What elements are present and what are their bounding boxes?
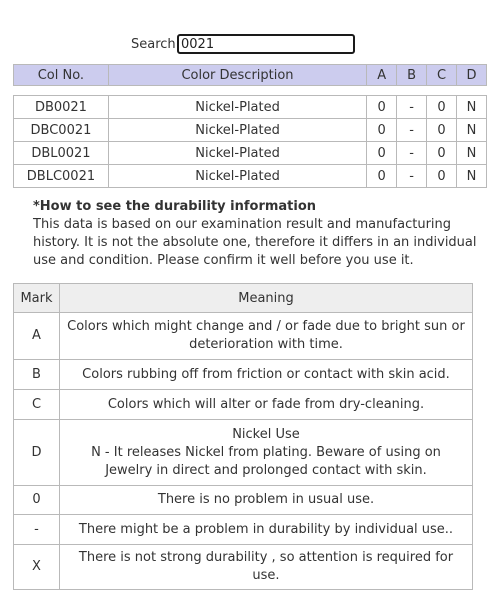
durability-d-header: D [457, 65, 487, 86]
legend-mark: D [14, 420, 60, 486]
legend-table [13, 283, 473, 590]
color-description-cell: Nickel-Plated [108, 142, 366, 165]
col-no-cell[interactable]: DBC0021 [14, 119, 109, 142]
legend-row [14, 545, 473, 590]
results-table [13, 95, 487, 188]
color-description-header: Color Description [108, 65, 366, 86]
legend-row [14, 420, 473, 486]
col-no-header: Col No. [14, 65, 109, 86]
legend-row [14, 515, 473, 545]
legend-meaning: N - It releases Nickel from plating. Beware of using on Jewelry in direct and prolonged contact with skin. [91, 444, 441, 478]
durability-a-cell: 0 [367, 96, 397, 119]
durability-c-cell: 0 [427, 119, 457, 142]
legend-meaning: Colors which might change and / or fade due to bright sun or deterioration with time. [60, 313, 473, 360]
col-no-cell[interactable]: DB0021 [14, 96, 109, 119]
durability-a-header: A [367, 65, 397, 86]
results-header-row [14, 65, 487, 86]
table-row [14, 142, 487, 165]
search-label: Search [131, 37, 176, 52]
legend-meaning-title: Nickel Use [232, 426, 300, 442]
legend-row [14, 486, 473, 515]
table-row [14, 165, 487, 188]
col-no-cell[interactable]: DBL0021 [14, 142, 109, 165]
legend-meaning: There might be a problem in durability by individual use.. [60, 515, 473, 545]
durability-d-cell: N [457, 119, 487, 142]
durability-a-cell: 0 [367, 165, 397, 188]
durability-a-cell: 0 [367, 119, 397, 142]
durability-d-cell: N [457, 165, 487, 188]
table-row [14, 96, 487, 119]
legend-meaning-cell [60, 420, 473, 486]
legend-mark: C [14, 390, 60, 420]
legend-mark: A [14, 313, 60, 360]
mark-header: Mark [14, 284, 60, 313]
legend-meaning: Colors rubbing off from friction or contact with skin acid. [60, 360, 473, 390]
durability-c-cell: 0 [427, 165, 457, 188]
durability-c-cell: 0 [427, 96, 457, 119]
durability-note [33, 198, 478, 270]
durability-b-cell: - [397, 165, 427, 188]
durability-d-cell: N [457, 96, 487, 119]
color-description-cell: Nickel-Plated [108, 96, 366, 119]
color-description-cell: Nickel-Plated [108, 119, 366, 142]
durability-b-cell: - [397, 119, 427, 142]
durability-note-title: *How to see the durability information [33, 199, 317, 214]
col-no-cell[interactable]: DBLC0021 [14, 165, 109, 188]
legend-mark: - [14, 515, 60, 545]
legend-meaning: There is no problem in usual use. [60, 486, 473, 515]
legend-mark: X [14, 545, 60, 590]
search-input[interactable] [177, 34, 355, 54]
legend-meaning: There is not strong durability , so attention is required for use. [60, 545, 473, 590]
durability-b-header: B [397, 65, 427, 86]
meaning-header: Meaning [60, 284, 473, 313]
legend-mark: B [14, 360, 60, 390]
color-description-cell: Nickel-Plated [108, 165, 366, 188]
durability-d-cell: N [457, 142, 487, 165]
table-row [14, 119, 487, 142]
legend-row [14, 360, 473, 390]
durability-b-cell: - [397, 96, 427, 119]
durability-c-header: C [427, 65, 457, 86]
legend-mark: 0 [14, 486, 60, 515]
durability-b-cell: - [397, 142, 427, 165]
search-row [0, 34, 500, 54]
durability-c-cell: 0 [427, 142, 457, 165]
results-header-table [13, 64, 487, 86]
durability-a-cell: 0 [367, 142, 397, 165]
legend-header-row [14, 284, 473, 313]
durability-note-body: This data is based on our examination result and manufacturing history. It is not the absolute one, therefore it differs in an individual use and condition. Please confirm it well before you use it. [33, 217, 477, 268]
legend-meaning: Colors which will alter or fade from dry-cleaning. [60, 390, 473, 420]
legend-row [14, 313, 473, 360]
legend-row [14, 390, 473, 420]
